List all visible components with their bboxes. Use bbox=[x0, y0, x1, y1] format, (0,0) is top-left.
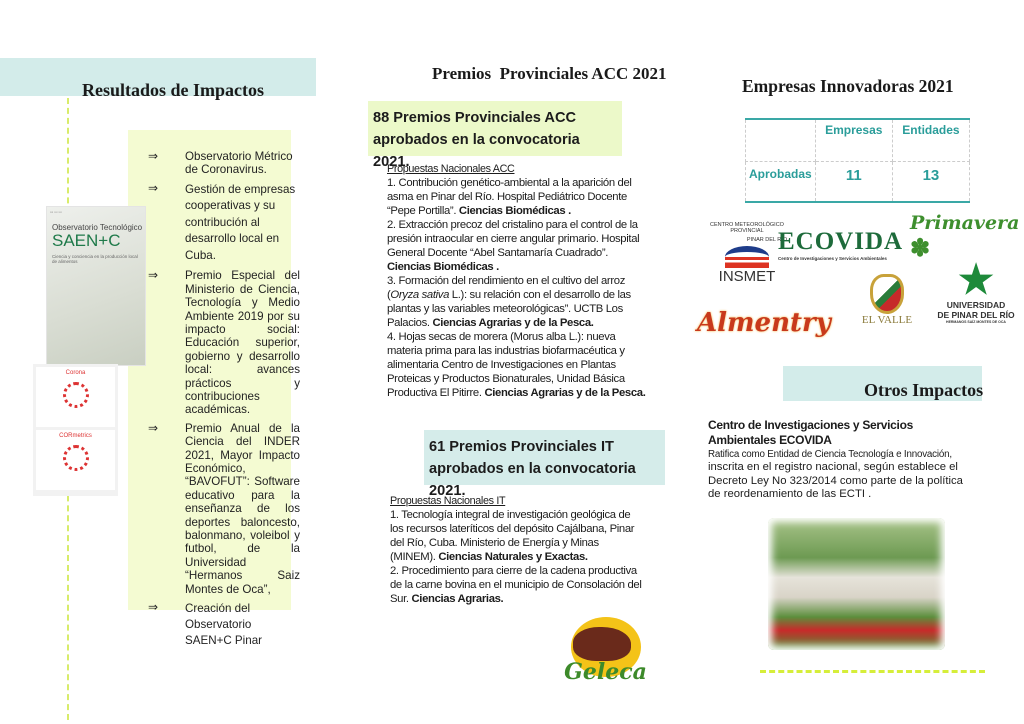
otros-text: Centro de Investigaciones y Servicios Ambientales ECOVIDA Ratifica como Entidad de Ciencia Tecnología e Innovación, inscrita en el registro nacional, según establece el Decreto Ley No 323/2014 como parte de la política de reordenamiento de las ECTI . bbox=[708, 418, 963, 500]
insmet-logo: CENTRO METEOROLÓGICO PROVINCIAL PINAR DEL RÍO INSMET bbox=[710, 222, 788, 285]
list-item: ⇒ Creación del Observatorio SAEN+C Pinar bbox=[148, 600, 263, 648]
arrow-icon: ⇒ bbox=[148, 268, 159, 283]
ecovida-photo bbox=[768, 518, 945, 650]
impacts-list bbox=[148, 150, 300, 654]
corona-cards-image bbox=[33, 364, 118, 496]
list-item: 2. Extracción precoz del cristalino para el control de la presión intraocular en cierre angular primario. Hospital General Docente “Abel Santamaría Cuadrado”. Ciencias Biomédicas . bbox=[387, 219, 640, 273]
ecovida-logo: ECOVIDA Centro de Investigaciones y Servicios Ambientales bbox=[778, 228, 904, 261]
geleca-logo: Geleca bbox=[553, 615, 658, 691]
el-valle-logo: EL VALLE bbox=[857, 274, 917, 326]
innovative-companies-table: Empresas Entidades Aprobadas 11 13 bbox=[745, 118, 970, 203]
star-icon: ★ bbox=[958, 258, 994, 302]
it-proposals: Propuestas Nacionales IT 1. Tecnología integral de investigación geológica de los recursos lateríticos del depósito Cajálbana, Pinar del Río, Cuba. Ministerio de Energía y Minas (MINEM). Ciencias Naturales y Exactas. 2. Procedimiento para cierre de la cadena productiva de la carne bovina en el municipio de Consolación del Sur. Ciencias Agrarias. bbox=[390, 495, 642, 605]
left-title: Resultados de Impactos bbox=[82, 80, 265, 100]
arrow-icon: ⇒ bbox=[148, 180, 159, 195]
list-item: ⇒ Observatorio Métrico de Coronavirus. bbox=[148, 149, 293, 177]
list-item: ⇒ Premio Anual de la Ciencia del INDER 2021, Mayor Impacto Económico, “BAVOFUT”: Software educativo para la enseñanza de los deportes baloncesto, balonmano, voleibol y futbol, de la Universidad “Hermanos Saiz Montes de Oca”, bbox=[148, 420, 300, 596]
otros-title: Otros Impactos bbox=[864, 380, 984, 400]
arrow-icon: ⇒ bbox=[148, 420, 159, 435]
dashed-divider-bottom bbox=[760, 670, 985, 673]
list-item: 1. Tecnología integral de investigación geológica de los recursos lateríticos del depósito Cajálbana, Pinar del Río, Cuba. Ministerio de Energía y Minas (MINEM). Ciencias Naturales y Exactas. bbox=[390, 509, 635, 563]
flower-icon: ✽ bbox=[910, 235, 931, 262]
list-item: ⇒ Gestión de empresas cooperativas y su contribución al desarrollo local en Cuba. bbox=[148, 182, 300, 265]
acc-highlight-box: 88 Premios Provinciales ACC aprobados en la convocatoria 2021. bbox=[368, 101, 622, 156]
list-item: 2. Procedimiento para cierre de la cadena productiva de la carne bovina en el municipio de Consolación del Sur. Ciencias Agrarias. bbox=[390, 565, 642, 605]
upr-logo: ★ UNIVERSIDAD DE PINAR DEL RÍO HERMANOS SAÍZ MONTES DE OCA bbox=[935, 260, 1017, 324]
card-corona: Corona bbox=[36, 367, 115, 427]
list-item: ⇒ Premio Especial del Ministerio de Ciencia, Tecnología y Medio Ambiente 2019 por su impacto social: Educación superior, gobierno y desarrollo local: avances prácticos y contribuciones académicas. bbox=[148, 268, 300, 417]
list-item: 4. Hojas secas de morera (Morus alba L.): nueva materia prima para las industrias biofarmacéutica y alimentaria Centro de Investigaciones en Plantas Proteicas y Productos Bionaturales, Unidad Básica Productiva El Pitirre. Ciencias Agrarias y de la Pesca. bbox=[387, 331, 646, 399]
card-cormetrics: CORmetrics bbox=[36, 430, 115, 490]
acc-proposals: Propuestas Nacionales ACC 1. Contribución genético-ambiental a la aparición del asma en Pinar del Río. Hospital Pediátrico Docente “Pepe Portilla”. Ciencias Biomédicas . 2. Extracción precoz del cristalino para el control de la presión intraocular en cierre angular primario. Hospital General Docente “Abel Santamaría Cuadrado”. Ciencias Biomédicas . 3. Formación del rendimiento en el cultivo del arroz (Oryza sativa L.): su relación con el desarrollo de las plantas y las variables meteorológicas”. UCTB Los Palacios. Ciencias Agrarias y de la Pesca. 4. Hojas secas de morera (Morus alba L.): nueva materia prima para las industrias biofarmacéutica y alimentaria Centro de Investigaciones en Plantas Proteicas y Productos Bionaturales, Unidad Básica Productiva El Pitirre. Ciencias Agrarias y de la Pesca. bbox=[387, 162, 649, 400]
arrow-icon: ⇒ bbox=[148, 149, 159, 163]
saen-screenshot: ▭ ▭ ▭ Observatorio Tecnológico SAEN+C Ciencia y conciencia en la producción local de alimentos bbox=[46, 206, 146, 366]
list-item: 3. Formación del rendimiento en el cultivo del arroz (Oryza sativa L.): su relación con el desarrollo de las plantas y las variables meteorológicas”. UCTB Los Palacios. Ciencias Agrarias y de la Pesca. bbox=[387, 275, 631, 329]
right-title: Empresas Innovadoras 2021 bbox=[742, 76, 954, 96]
arrow-icon: ⇒ bbox=[148, 600, 159, 615]
virus-chart-icon bbox=[63, 445, 89, 471]
almentry-logo: Almentry bbox=[697, 308, 831, 338]
primavera-logo: Primavera ✽ bbox=[910, 212, 1020, 262]
virus-search-icon bbox=[63, 382, 89, 408]
list-item: 1. Contribución genético-ambiental a la aparición del asma en Pinar del Río. Hospital Pediátrico Docente “Pepe Portilla”. Ciencias Biomédicas . bbox=[387, 177, 632, 217]
it-highlight-box: 61 Premios Provinciales IT aprobados en la convocatoria 2021. bbox=[424, 430, 665, 485]
middle-title: Premios Provinciales ACC 2021 bbox=[432, 64, 667, 83]
